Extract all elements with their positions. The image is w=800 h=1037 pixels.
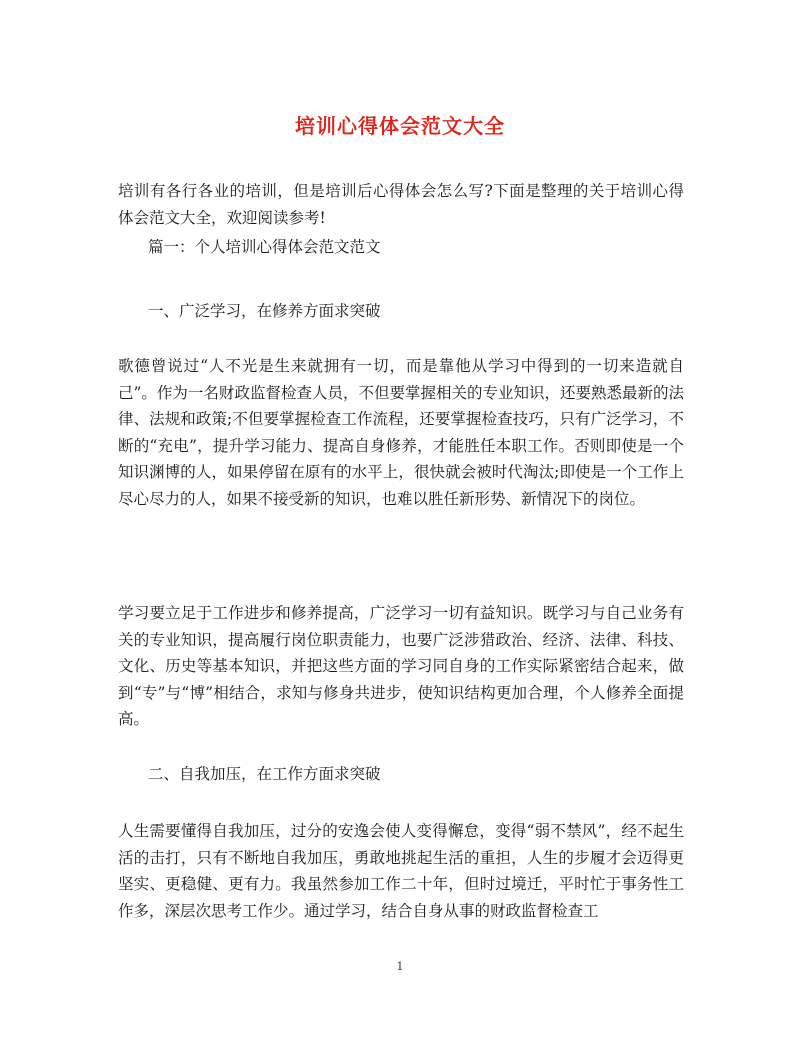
section-heading-2: 二、自我加压，在工作方面求突破 [148, 765, 381, 783]
intro-paragraph: 培训有各行各业的培训，但是培训后心得体会怎么写?下面是整理的关于培训心得体会范文大全，欢迎阅读参考! [118, 182, 684, 227]
paragraph-3: 人生需要懂得自我加压，过分的安逸会使人变得懈怠，变得“弱不禁风”，经不起生活的击打，只有不断地自我加压，勇敢地挑起生活的重担，人生的步履才会迈得更坚实、更稳健、更有力。我虽然参加工作二十年，但时过境迁，平时忙于事务性工作多，深层次思考工作少。通过学习，结合自身从事的财政监督检查工 [118, 822, 684, 920]
document-title: 培训心得体会范文大全 [295, 114, 505, 138]
paragraph-2: 学习要立足于工作进步和修养提高，广泛学习一切有益知识。既学习与自己业务有关的专业知识，提高履行岗位职责能力，也要广泛涉猎政治、经济、法律、科技、文化、历史等基本知识，并把这些方面的学习同自身的工作实际紧密结合起来，做到“专”与“博”相结合，求知与修身共进步，使知识结构更加合理，个人修养全面提高。 [118, 604, 684, 729]
page-number: 1 [396, 960, 404, 973]
paragraph-1: 歌德曾说过“人不光是生来就拥有一切，而是靠他从学习中得到的一切来造就自己”。作为一名财政监督检查人员，不但要掌握相关的专业知识，还要熟悉最新的法律、法规和政策;不但要掌握检查工作流程，还要掌握检查技巧，只有广泛学习，不断的“充电”，提升学习能力、提高自身修养，才能胜任本职工作。否则即使是一个知识渊博的人，如果停留在原有的水平上，很快就会被时代淘汰;即使是一个工作上尽心尽力的人，如果不接受新的知识，也难以胜任新形势、新情况下的岗位。 [118, 357, 684, 508]
article-heading: 篇一：个人培训心得体会范文范文 [148, 238, 381, 256]
section-heading-1: 一、广泛学习，在修养方面求突破 [148, 302, 381, 320]
